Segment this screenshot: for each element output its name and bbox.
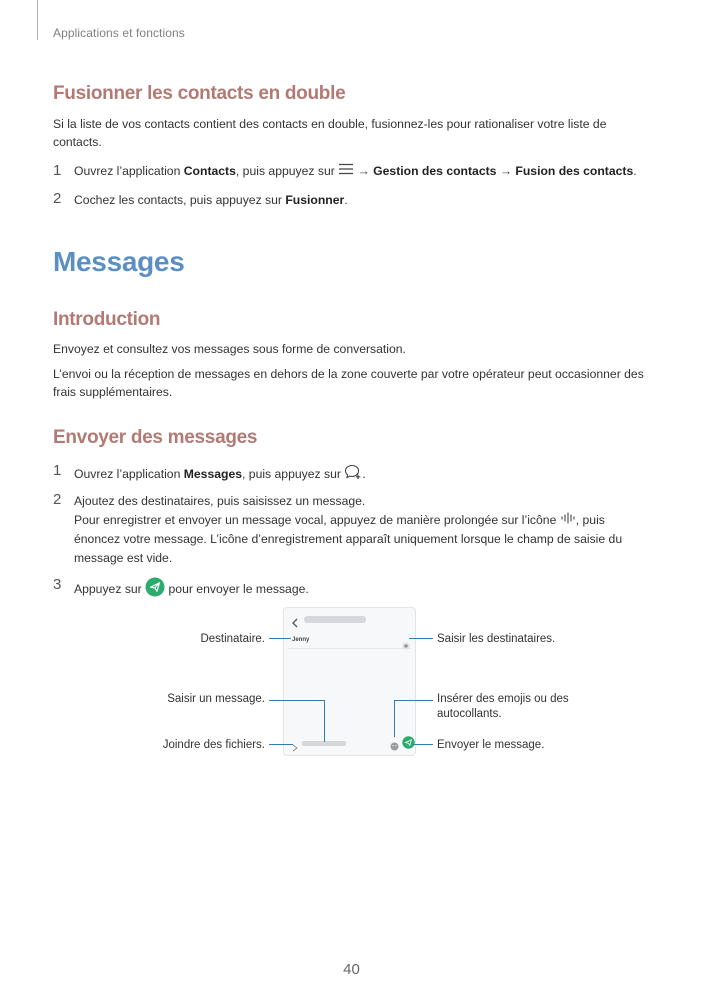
messages-step-2: Ajoutez des destinataires, puis saisissez un message. Pour enregistrer et envoyer un message vocal, appuyez de manière prolongée sur l’icône , puis énoncez votre message. L’icône d’enregistrement apparaît uniquement lorsque le champ de saisie du message est vide.: [74, 494, 623, 566]
callout-line-attach: [269, 744, 293, 745]
divider: [288, 648, 411, 649]
chapter-title: Messages: [53, 246, 185, 277]
merge-intro: Si la liste de vos contacts contient des contacts en double, fusionnez-les pour rationaliser votre liste de contacts.: [53, 117, 607, 149]
emoji-icon[interactable]: [390, 738, 399, 756]
send-icon: [145, 577, 165, 603]
merge-step-1: Ouvrez l’application Contacts, puis appuyez sur → Gestion des contacts → Fusion des contacts.: [74, 162, 644, 181]
page-number: 40: [343, 961, 360, 978]
step-number: 2: [53, 190, 62, 207]
callout-label-attach: Joindre des fichiers.: [162, 739, 265, 751]
callout-line-recipient: [269, 638, 291, 639]
callout-line-enter-recipients: [409, 638, 433, 639]
callout-line-send: [413, 744, 433, 745]
phone-screen-figure: [283, 607, 416, 756]
step-number: 1: [53, 162, 62, 179]
step-number: 3: [53, 576, 62, 593]
intro-paragraph-1: Envoyez et consultez vos messages sous forme de conversation.: [53, 342, 406, 356]
add-recipient-icon[interactable]: [402, 637, 410, 655]
callout-label-enter-message: Saisir un message.: [167, 693, 265, 705]
voice-waveform-icon: [560, 511, 576, 530]
conversation-title-blurred: [304, 616, 366, 623]
callout-line-emojis-h: [394, 700, 433, 701]
messages-step-3: Appuyez sur pour envoyer le message.: [74, 577, 644, 603]
header-rule: [37, 0, 38, 40]
callout-line-enter-message-h: [269, 700, 325, 701]
step-number: 2: [53, 491, 62, 508]
merge-heading: Fusionner les contacts en double: [53, 83, 346, 104]
callout-line-enter-message-v: [324, 700, 325, 742]
merge-step-2: Cochez les contacts, puis appuyez sur Fusionner.: [74, 193, 348, 207]
messages-step-1: Ouvrez l’application Messages, puis appuyez sur .: [74, 464, 644, 486]
send-button[interactable]: [402, 736, 415, 754]
callout-line-emojis-v: [394, 700, 395, 737]
step-number: 1: [53, 462, 62, 479]
intro-heading: Introduction: [53, 309, 161, 330]
recipient-field[interactable]: Jenny: [292, 637, 310, 643]
intro-paragraph-2: L’envoi ou la réception de messages en dehors de la zone couverte par votre opérateur peut occasionner des frais supplémentaires.: [53, 367, 644, 399]
callout-label-recipient: Destinataire.: [200, 633, 265, 645]
back-icon: [291, 615, 299, 633]
callout-label-enter-recipients: Saisir les destinataires.: [437, 633, 556, 645]
send-heading: Envoyer des messages: [53, 427, 258, 448]
callout-label-send: Envoyer le message.: [437, 739, 545, 751]
menu-icon: [338, 162, 354, 181]
new-chat-icon: [344, 464, 362, 486]
attach-icon[interactable]: [292, 739, 298, 757]
app-name: Contacts: [183, 164, 236, 178]
callout-label-emojis: Insérer des emojis ou des autocollants.: [437, 693, 569, 720]
running-header: Applications et fonctions: [53, 26, 185, 40]
